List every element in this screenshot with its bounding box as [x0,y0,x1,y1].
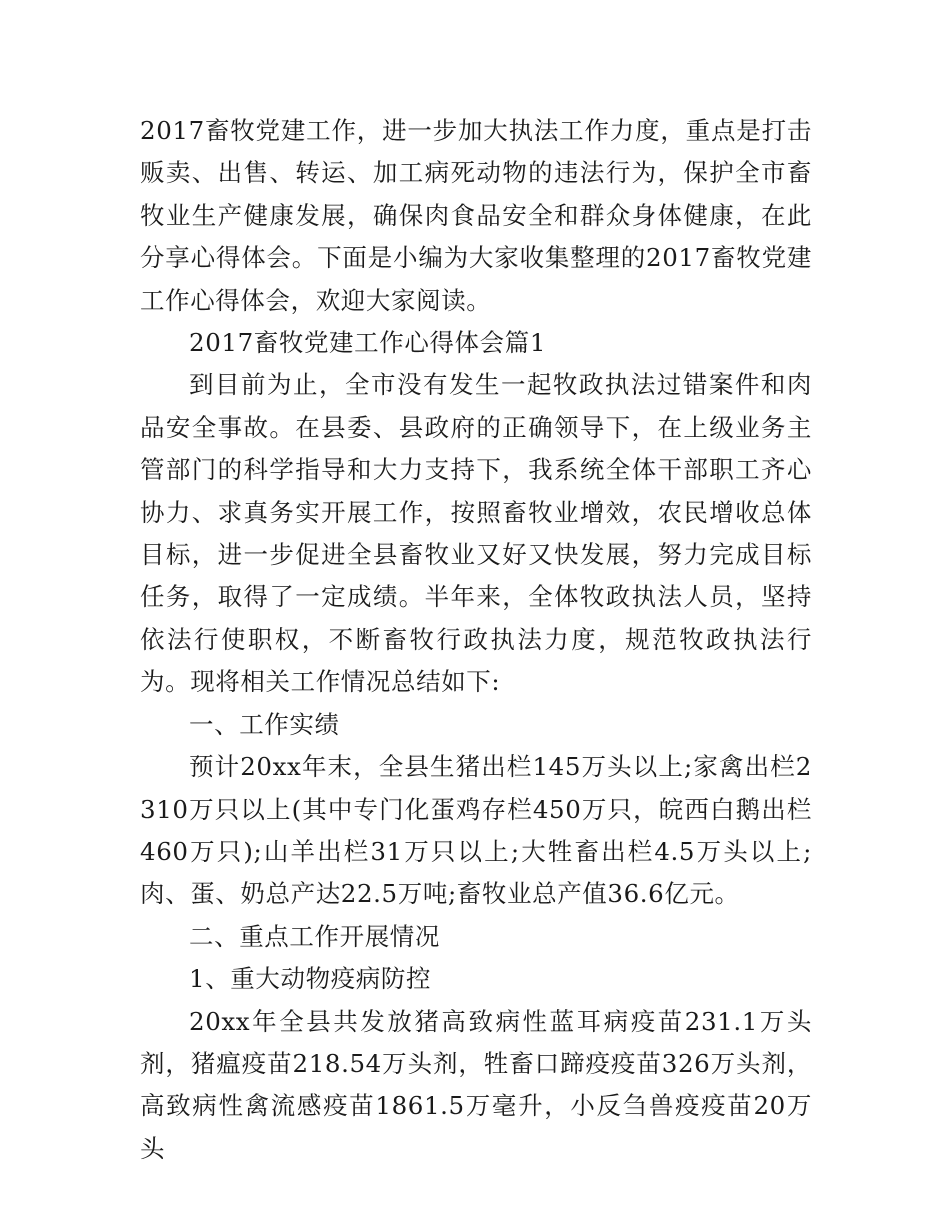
body-paragraph-1: 到目前为止，全市没有发生一起牧政执法过错案件和肉品安全事故。在县委、县政府的正确领导下，在上级业务主管部门的科学指导和大力支持下，我系统全体干部职工齐心协力、求真务实开展工作，按照畜牧业增效，农民增收总体目标，进一步促进全县畜牧业又好又快发展，努力完成目标任务，取得了一定成绩。半年来，全体牧政执法人员，坚持依法行使职权，不断畜牧行政执法力度，规范牧政执法行为。现将相关工作情况总结如下: [140,370,812,697]
document-body [140,110,812,1170]
article-title: 2017畜牧党建工作心得体会篇1 [189,328,547,358]
subsection-1-paragraph: 20xx年全县共发放猪高致病性蓝耳病疫苗231.1万头剂，猪瘟疫苗218.54万头剂，牲畜口蹄疫疫苗326万头剂，高致病性禽流感疫苗1861.5万毫升，小反刍兽疫疫苗20万头 [140,1006,812,1163]
section-heading-2: 二、重点工作开展情况 [189,921,440,951]
section-heading-1: 一、工作实绩 [189,709,340,739]
intro-paragraph: 2017畜牧党建工作，进一步加大执法工作力度，重点是打击贩卖、出售、转运、加工病死动物的违法行为，保护全市畜牧业生产健康发展，确保肉食品安全和群众身体健康，在此分享心得体会。下面是小编为大家收集整理的2017畜牧党建工作心得体会，欢迎大家阅读。 [140,116,812,315]
subsection-heading-1: 1、重大动物疫病防控 [189,964,432,994]
section-1-paragraph: 预计20xx年末，全县生猪出栏145万头以上;家禽出栏2310万只以上(其中专门化蛋鸡存栏450万只，皖西白鹅出栏460万只);山羊出栏31万只以上;大牲畜出栏4.5万头以上;肉、蛋、奶总产达22.5万吨;畜牧业总产值36.6亿元。 [140,752,812,909]
